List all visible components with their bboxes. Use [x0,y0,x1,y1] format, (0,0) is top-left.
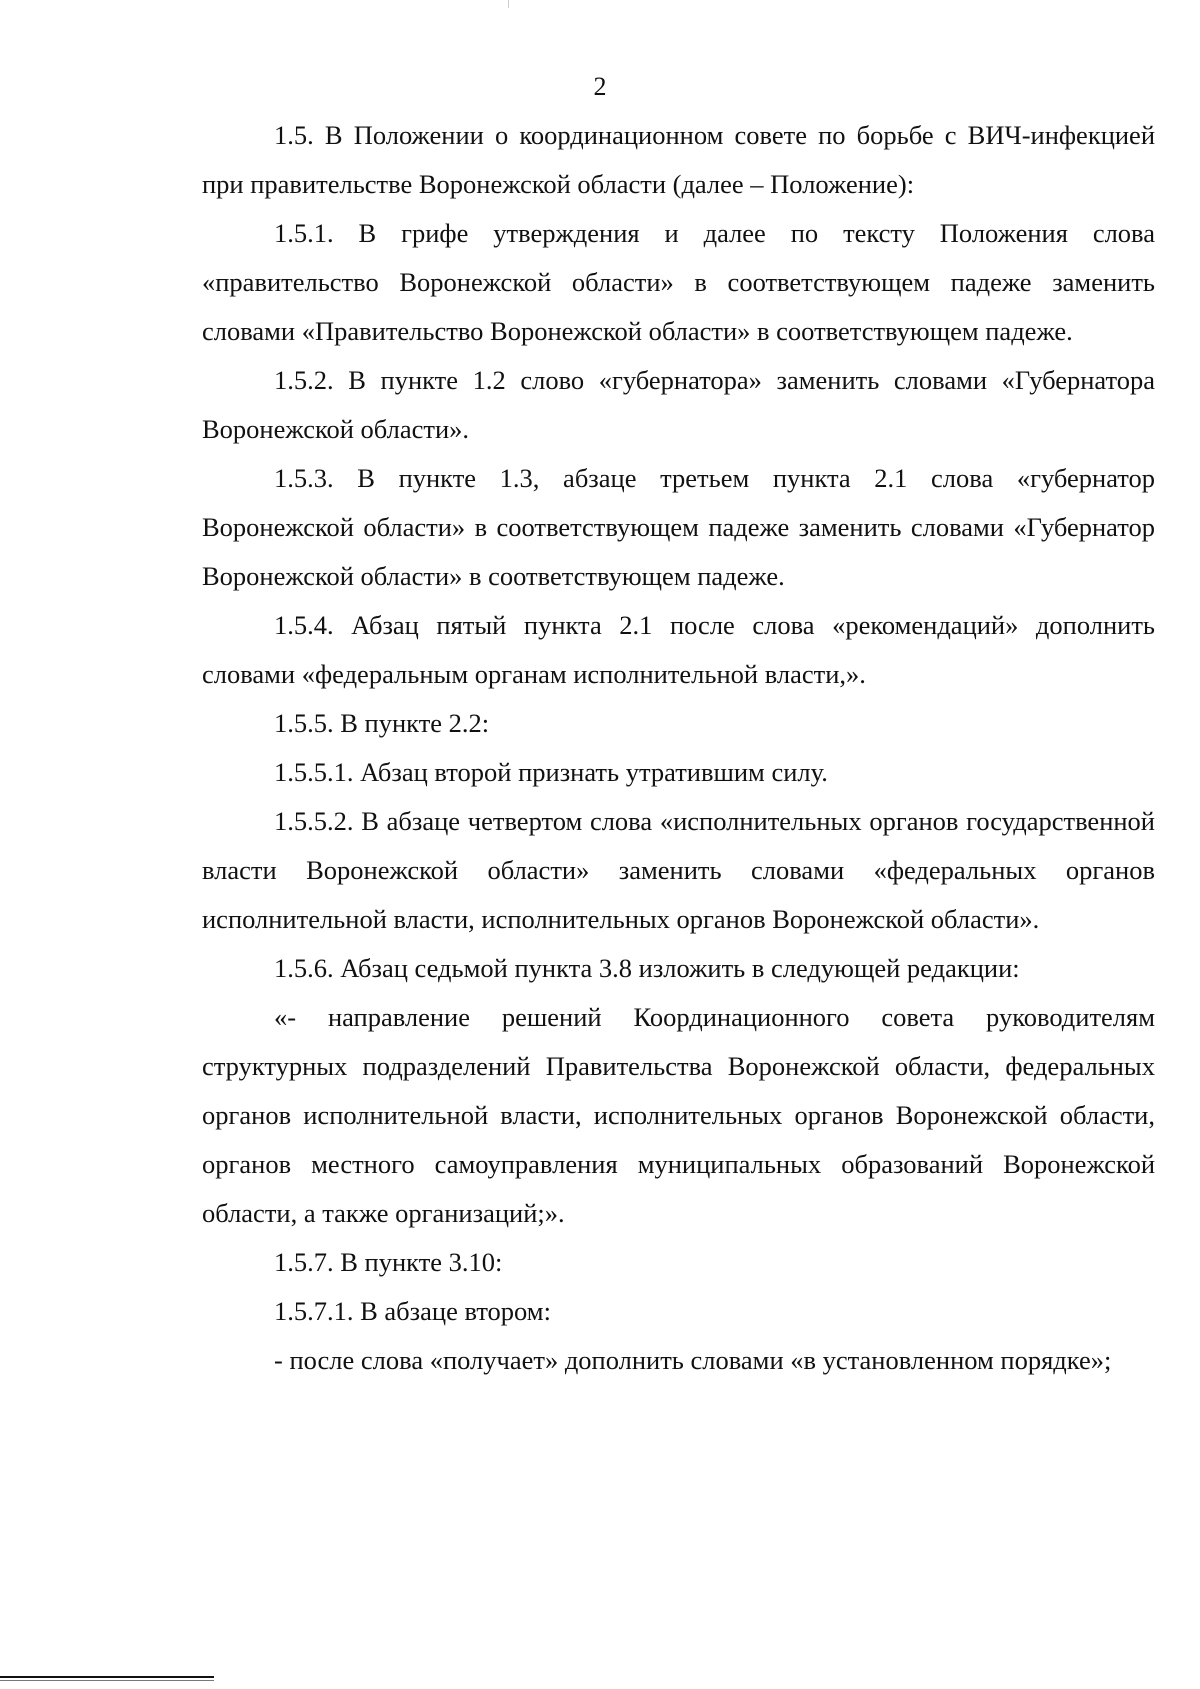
scan-artifact-top [508,0,509,8]
paragraph-1-5-5: 1.5.5. В пункте 2.2: [274,708,490,738]
paragraph-1-5-1: 1.5.1. В грифе утверждения и далее по тексту Положения слова «правительство Воронежской области» в соответствующем падеже заменить словами «Правительство Воронежской области» в соответствующем падеже. [202,218,1155,346]
paragraph-1-5-4: 1.5.4. Абзац пятый пункта 2.1 после слова «рекомендаций» дополнить словами «федеральным органам исполнительной власти,». [202,610,1155,689]
paragraph-1-5-6: 1.5.6. Абзац седьмой пункта 3.8 изложить в следующей редакции: [274,953,1020,983]
page-number: 2 [593,72,607,101]
paragraph-quoted-amendment: «- направление решений Координационного совета руководителям структурных подразделений Правительства Воронежской области, федеральных органов исполнительной власти, исполнительных органов Воронежской области, органов местного самоуправления муниципальных образований Воронежской области, а также организаций;». [202,1002,1155,1228]
paragraph-1-5-7: 1.5.7. В пункте 3.10: [274,1247,503,1277]
document-body [202,111,1155,1385]
paragraph-1-5: 1.5. В Положении о координационном совете по борьбе с ВИЧ-инфекцией при правительстве Воронежской области (далее – Положение): [202,120,1155,199]
paragraph-1-5-5-1: 1.5.5.1. Абзац второй признать утратившим силу. [274,757,828,787]
scan-artifact-bottom [0,1676,214,1678]
paragraph-1-5-2: 1.5.2. В пункте 1.2 слово «губернатора» заменить словами «Губернатора Воронежской области». [202,365,1155,444]
paragraph-1-5-5-2: 1.5.5.2. В абзаце четвертом слова «исполнительных органов государственной власти Воронежской области» заменить словами «федеральных органов исполнительной власти, исполнительных органов Воронежской области». [202,806,1155,934]
paragraph-1-5-7-1: 1.5.7.1. В абзаце втором: [274,1296,551,1326]
scan-artifact-bottom-shadow [0,1680,214,1681]
paragraph-dash-item: - после слова «получает» дополнить словами «в установленном порядке»; [274,1345,1112,1375]
paragraph-1-5-3: 1.5.3. В пункте 1.3, абзаце третьем пункта 2.1 слова «губернатор Воронежской области» в соответствующем падеже заменить словами «Губернатор Воронежской области» в соответствующем падеже. [202,463,1155,591]
